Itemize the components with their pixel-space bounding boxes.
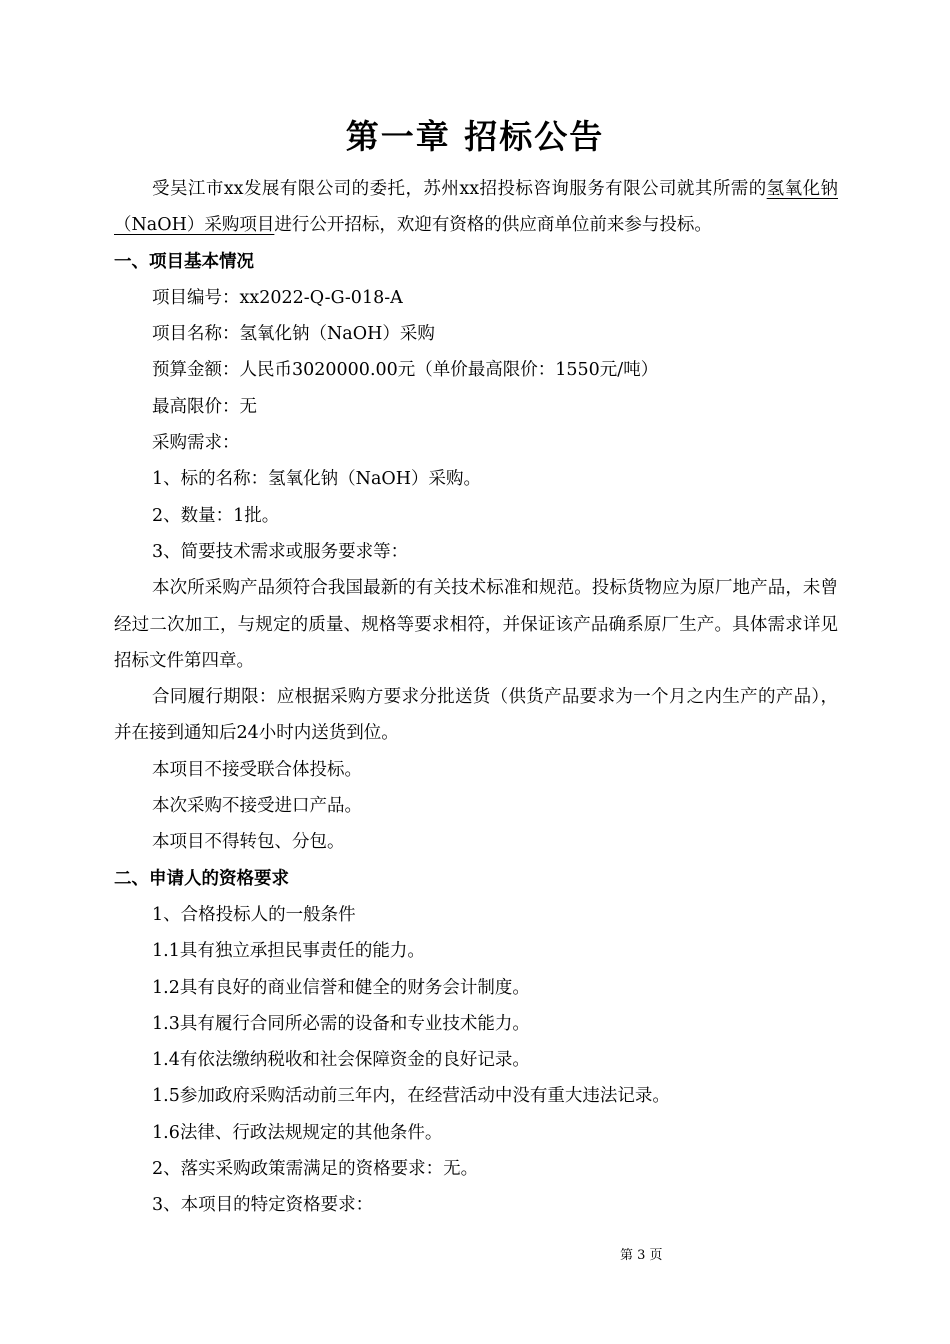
qualification-item: 1.3具有履行合同所必需的设备和专业技术能力。 <box>152 1013 530 1034</box>
intro-text-part2: 进行公开招标，欢迎有资格的供应商单位前来参与投标。 <box>274 215 712 236</box>
max-price-line: 最高限价：无 <box>152 396 257 417</box>
qualification-item: 1.6法律、行政法规规定的其他条件。 <box>152 1122 443 1143</box>
qualification-item: 1.4有依法缴纳税收和社会保障资金的良好记录。 <box>152 1050 530 1071</box>
technical-standard-paragraph: 本次所采购产品须符合我国最新的有关技术标准和规范。投标货物应为原厂地产品，未曾经过二次加工，与规定的质量、规格等要求相符，并保证该产品确系原厂生产。具体需求详见招标文件第四章。 <box>114 578 838 671</box>
project-name-line: 项目名称：氢氧化钠（NaOH）采购 <box>152 324 435 345</box>
requirements-label: 采购需求： <box>152 433 240 454</box>
project-name-underlined: 氢氧化钠（NaOH）采购项目 <box>114 179 838 236</box>
requirement-item: 2、数量：1批。 <box>152 505 280 526</box>
section1-heading: 一、项目基本情况 <box>114 251 254 272</box>
note-line: 本项目不接受联合体投标。 <box>152 759 362 780</box>
document-body <box>114 171 838 1224</box>
requirement-item: 1、标的名称：氢氧化钠（NaOH）采购。 <box>152 469 481 490</box>
section2-heading: 二、申请人的资格要求 <box>114 868 289 889</box>
intro-text-part1: 受吴江市xx发展有限公司的委托，苏州xx招投标咨询服务有限公司就其所需的 <box>152 179 767 199</box>
page-number: 第 3 页 <box>620 1248 663 1263</box>
requirement-item: 3、简要技术需求或服务要求等： <box>152 541 409 562</box>
intro-paragraph <box>114 171 838 244</box>
qualification-item: 1.1具有独立承担民事责任的能力。 <box>152 941 425 962</box>
chapter-title: 第一章 招标公告 <box>345 117 605 156</box>
contract-period-paragraph: 合同履行期限：应根据采购方要求分批送货（供货产品要求为一个月之内生产的产品），并在接到通知后24小时内送货到位。 <box>114 687 838 744</box>
qualification-item: 1、合格投标人的一般条件 <box>152 904 356 925</box>
note-line: 本项目不得转包、分包。 <box>152 832 345 853</box>
budget-line: 预算金额：人民币3020000.00元（单价最高限价：1550元/吨） <box>152 360 659 381</box>
qualification-item: 1.2具有良好的商业信誉和健全的财务会计制度。 <box>152 977 530 998</box>
qualification-item: 2、落实采购政策需满足的资格要求：无。 <box>152 1159 479 1180</box>
qualification-item: 3、本项目的特定资格要求： <box>152 1195 374 1216</box>
qualification-item: 1.5参加政府采购活动前三年内，在经营活动中没有重大违法记录。 <box>152 1086 670 1107</box>
project-number-line: 项目编号：xx2022-Q-G-018-A <box>152 287 403 308</box>
note-line: 本次采购不接受进口产品。 <box>152 796 362 817</box>
